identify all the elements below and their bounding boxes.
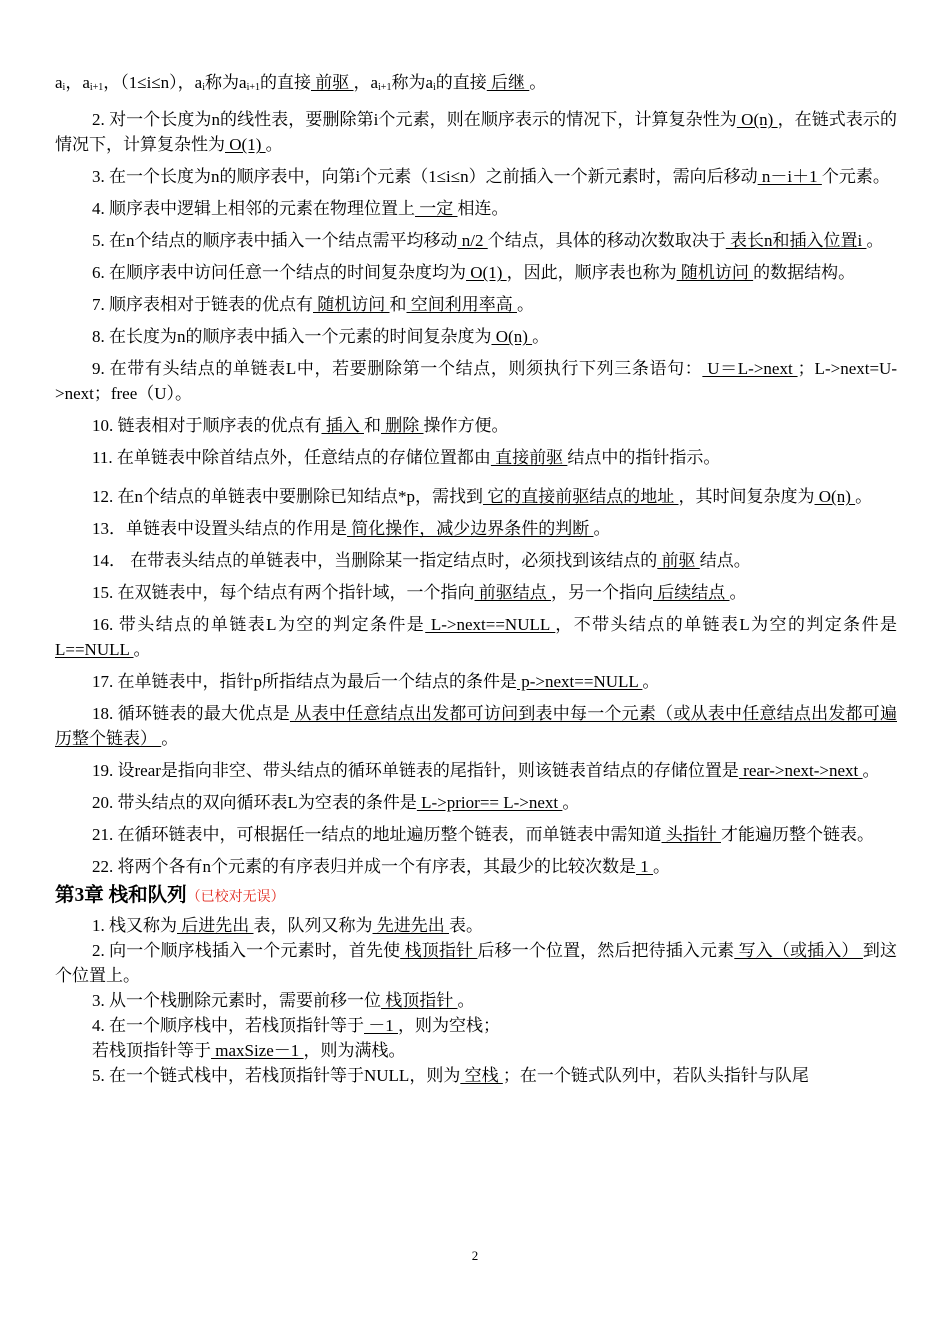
text-run: 。 [855,487,873,506]
text-run: 22. 将两个各有n个元素的有序表归并成一个有序表，其最少的比较次数是 [92,857,636,876]
chapter3-question-2 [55,938,897,988]
text-run: 的数据结构。 [753,263,856,282]
answer: 后进先出 [177,916,254,935]
answer: p->next==NULL [517,672,643,691]
answer: －1 [364,1016,398,1035]
answer: 头指针 [661,825,721,844]
text-run: ；在一个链式队列中，若队头指针与队尾 [502,1066,809,1085]
text-run: 表，队列又称为 [253,916,373,935]
text-run: 。 [265,135,283,154]
text-run: 2. 向一个顺序栈插入一个元素时，首先使 [92,941,401,960]
text-run: 4. 顺序表中逻辑上相邻的元素在物理位置上 [92,199,415,218]
answer: 随机访问 [676,263,754,282]
chapter3-question-3 [55,988,897,1013]
answer: 表长n和插入位置i [725,231,867,250]
text-run: 5. 在n个结点的顺序表中插入一个结点需平均移动 [92,231,458,250]
text-run: 。 [866,231,884,250]
answer: 前驱结点 [474,583,551,602]
text-run: ，（1≤i≤n），a [103,73,203,92]
text-run: 才能遍历整个链表。 [721,825,874,844]
text-run: 6. 在顺序表中访问任意一个结点的时间复杂度均为 [92,263,466,282]
answer: 从表中任意结点出发都可访问到表中每一个元素（或从表中任意结点出发都可遍历整个链表） [55,704,898,748]
question-22 [55,854,897,879]
question-12 [55,484,897,509]
text-run: 的直接 [435,73,487,92]
document-body [55,70,897,1088]
text-run: 19. 设rear是指向非空、带头结点的循环单链表的尾指针，则该链表首结点的存储位置是 [92,761,739,780]
text-run: 10. 链表相对于顺序表的优点有 [92,416,322,435]
text-run: 的直接 [259,73,311,92]
text-run: 5. 在一个链式栈中，若栈顶指针等于NULL，则为 [92,1066,461,1085]
answer: L->prior== L->next [416,793,563,812]
text-run: 4. 在一个顺序栈中，若栈顶指针等于 [92,1016,364,1035]
answer: 前驱 [310,73,354,92]
text-run: 9. 在带有头结点的单链表L中，若要删除第一个结点，则须执行下列三条语句： [92,359,703,378]
chapter3-question-5 [55,1063,897,1088]
text-run: 15. 在双链表中，每个结点有两个指针域，一个指向 [92,583,475,602]
question-2 [55,107,897,157]
question-13 [55,516,897,541]
page-number: 2 [471,1248,479,1263]
text-run: 17. 在单链表中，指针p所指结点为最后一个结点的条件是 [92,672,517,691]
text-run: i [433,82,436,93]
text-run: i [62,82,66,93]
text-run: 称为a [391,73,433,92]
answer: 删除 [381,416,424,435]
text-run: 相连。 [457,199,509,218]
answer: n－i＋1 [757,167,822,186]
text-run: 和 [364,416,381,435]
text-run: 13．单链表中设置头结点的作用是 [92,519,347,538]
answer: n/2 [457,231,488,250]
answer: 栈顶指针 [381,991,458,1010]
answer: 直接前驱 [490,448,568,467]
text-run: ；L->next=U->next；free（U）。 [55,359,897,403]
text-run: 操作方便。 [423,416,509,435]
question-5 [55,228,897,253]
answer: 前驱 [657,551,700,570]
text-run: ，a [65,73,90,92]
chapter-heading [55,881,897,913]
text-run: 16. 带头结点的单链表L为空的判定条件是 [92,615,426,634]
text-run: ，a [353,73,379,92]
text-run: 结点。 [699,551,751,570]
text-run: 。 [862,761,880,780]
text-run: 7. 顺序表相对于链表的优点有 [92,295,313,314]
question-4 [55,196,897,221]
text-run: 。 [133,640,151,659]
question-3 [55,164,897,189]
text-run: 结点中的指针指示。 [567,448,721,467]
answer: rear->next->next [738,761,863,780]
answer: 1 [636,857,653,876]
text-run: 12. 在n个结点的单链表中要删除已知结点*p，需找到 [92,487,483,506]
question-19 [55,758,897,783]
text-run: 。 [161,729,179,748]
proofread-note: （已校对无误） [186,890,285,905]
question-16 [55,612,897,662]
text-run: 。 [593,519,611,538]
question-1-tail [55,70,897,100]
text-run: 个元素。 [821,167,890,186]
answer: 后继 [486,73,530,92]
text-run: 8. 在长度为n的顺序表中插入一个元素的时间复杂度为 [92,327,492,346]
answer: O(n) [814,487,856,506]
answer: 先进先出 [372,916,449,935]
answer: 空栈 [460,1066,503,1085]
answer: 一定 [415,199,458,218]
text-run: a [55,73,63,92]
text-run: ，则为空栈； [398,1016,500,1035]
text-run: i+1 [89,82,104,93]
text-run: i [202,82,206,93]
text-run: 。 [729,583,747,602]
answer: 它的直接前驱结点的地址 [483,487,679,506]
text-run: 2. 对一个长度为n的线性表，要删除第i个元素，则在顺序表示的情况下，计算复杂性为 [92,110,737,129]
text-run: 14． 在带表头结点的单链表中，当删除某一指定结点时，必须找到该结点的 [92,551,658,570]
chapter-title: 第3章 栈和队列 [55,885,187,906]
answer: 随机访问 [313,295,390,314]
question-21 [55,822,897,847]
question-9 [55,356,897,406]
answer: O(1) [466,263,507,282]
text-run: i+1 [378,82,392,93]
question-15 [55,580,897,605]
text-run: 和 [389,295,407,314]
text-run: ，则为满栈。 [303,1041,406,1060]
question-7 [55,292,897,317]
answer: U＝L->next [702,359,798,378]
text-run: 。 [562,793,580,812]
chapter3-question-1 [55,913,897,938]
chapter3-question-4 [55,1013,897,1038]
question-6 [55,260,897,285]
text-run: 个结点，具体的移动次数取决于 [487,231,726,250]
answer: L->next==NULL [425,615,556,634]
text-run: 。 [529,73,547,92]
text-run: 。 [517,295,534,314]
text-run: 。 [457,991,475,1010]
text-run: 若栈顶指针等于 [92,1041,211,1060]
answer: O(1) [225,135,266,154]
question-10 [55,413,897,438]
text-run: 。 [653,857,670,876]
text-run: 。 [532,327,550,346]
text-run: i+1 [246,82,260,93]
text-run: 到这个位置上。 [55,941,898,985]
text-run: 称为a [205,73,247,92]
answer: 空间利用率高 [406,295,517,314]
answer: O(n) [491,327,533,346]
text-run: ，其时间复杂度为 [678,487,815,506]
text-run: 11. 在单链表中除首结点外，任意结点的存储位置都由 [92,448,491,467]
text-run: ，在链式表示的情况下，计算复杂性为 [55,110,897,154]
answer: 简化操作，减少边界条件的判断 [347,519,594,538]
question-18 [55,701,897,751]
answer: 写入（或插入） [734,941,863,960]
answer: O(n) [736,110,778,129]
text-run: 20. 带头结点的双向循环表L为空表的条件是 [92,793,417,812]
text-run: 18. 循环链表的最大优点是 [92,704,290,723]
answer: 插入 [321,416,364,435]
question-20 [55,790,897,815]
text-run: 3. 从一个栈删除元素时，需要前移一位 [92,991,381,1010]
question-17 [55,669,897,694]
text-run: 后移一个位置，然后把待插入元素 [477,941,735,960]
text-run: ，另一个指向 [551,583,653,602]
text-run: ，因此，顺序表也称为 [506,263,677,282]
question-11 [55,445,897,470]
text-run: 3. 在一个长度为n的顺序表中，向第i个元素（1≤i≤n）之前插入一个新元素时，需向后移动 [92,167,758,186]
answer: 后续结点 [653,583,730,602]
text-run: ，不带头结点的单链表L为空的判定条件是 [555,615,897,634]
text-run: 表。 [449,916,483,935]
text-run: 21. 在循环链表中，可根据任一结点的地址遍历整个链表，而单链表中需知道 [92,825,662,844]
text-run: 。 [642,672,660,691]
answer: maxSize－1 [211,1041,304,1060]
answer: L==NULL [55,640,134,659]
question-8 [55,324,897,349]
text-run: 1. 栈又称为 [92,916,177,935]
answer: 栈顶指针 [400,941,478,960]
chapter3-question-4-cont [55,1038,897,1063]
question-14 [55,548,897,573]
